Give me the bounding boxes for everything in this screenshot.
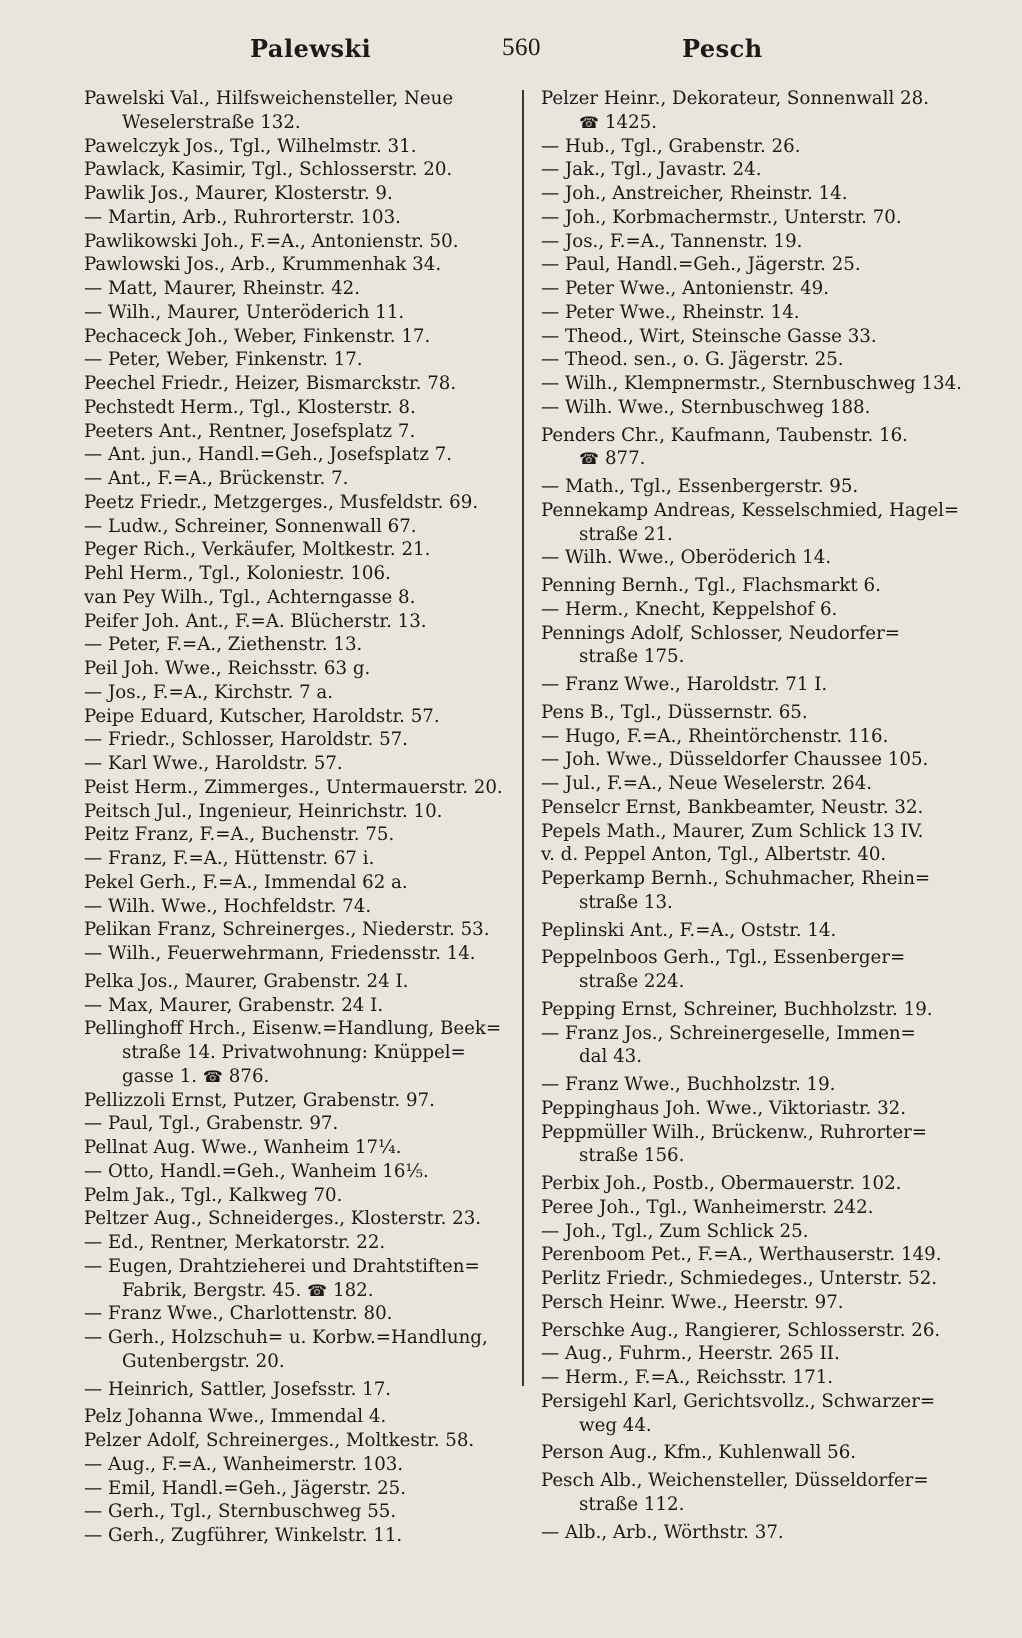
entry-text: Gutenbergstr. 20. [122,1350,285,1372]
entry-text: Fabrik, Bergstr. 45. [122,1279,302,1301]
entry-text: — Math., Tgl., Essenbergerstr. 95. [541,476,859,497]
directory-entry-line [84,515,514,539]
directory-entry-line [541,424,981,448]
directory-entry-line [84,111,514,135]
directory-entry-line [84,681,514,705]
entry-text: Perbix Joh., Postb., Obermauerstr. 102. [541,1173,902,1194]
entry-text: — Ant. jun., Handl.=Geh., Josefsplatz 7. [84,444,453,466]
directory-entry-line [84,325,514,349]
directory-entry-line [84,895,514,919]
directory-entry-line [541,1144,981,1168]
entry-text: Peeters Ant., Rentner, Josefsplatz 7. [84,420,416,442]
entry-text: straße 14. Privatwohnung: Knüppel= [122,1042,466,1063]
directory-entry-line [541,135,981,159]
directory-entry-line [541,253,981,277]
entry-text: Persch Heinr. Wwe., Heerstr. 97. [541,1291,844,1313]
entry-text: — Max, Maurer, Grabenstr. 24 I. [84,994,384,1016]
entry-text: Penning Bernh., Tgl., Flachsmarkt 6. [541,575,881,596]
entry-text: Peechel Friedr., Heizer, Bismarckstr. 78. [84,373,457,394]
directory-entry-line [84,1302,514,1326]
directory-entry-line [84,1378,514,1402]
directory-entry-line [84,87,514,111]
entry-text: Pens B., Tgl., Düssernstr. 65. [541,701,808,723]
directory-entry-line [541,230,981,254]
entry-text: Pelm Jak., Tgl., Kalkweg 70. [84,1184,343,1206]
entry-text: Perenboom Pet., F.=A., Werthauserstr. 149. [541,1244,942,1266]
directory-entry-line [84,1500,514,1524]
entry-text: — Joh., Korbmachermstr., Unterstr. 70. [541,206,902,228]
directory-entry-line [84,1279,514,1303]
directory-entry-line [84,633,514,657]
directory-entry-line [84,994,514,1018]
entry-text: Persigehl Karl, Gerichtsvollz., Schwarzer= [541,1390,936,1412]
entry-text: — Wilh., Feuerwehrmann, Friedensstr. 14. [84,943,476,964]
directory-entry-line [541,673,981,697]
entry-text: — Gerh., Tgl., Sternbuschweg 55. [84,1501,397,1523]
directory-entry-line [541,546,981,570]
directory-entry-line [541,158,981,182]
entry-text: — Peter Wwe., Rheinstr. 14. [541,301,800,323]
entry-text: Pelikan Franz, Schreinerges., Niederstr. 53. [84,919,490,941]
directory-entry-line [84,871,514,895]
directory-entry-line [541,1366,981,1390]
directory-entry-line [84,1405,514,1429]
directory-entry-line [84,1453,514,1477]
directory-entry-line [541,843,981,867]
directory-entry-line [84,206,514,230]
entry-text: gasse 1. [122,1065,198,1087]
directory-entry-line [84,800,514,824]
entry-text: — Franz, F.=A., Hüttenstr. 67 i. [84,848,375,869]
entry-text: Penselcr Ernst, Bankbeamter, Neustr. 32. [541,796,924,818]
directory-entry-line [84,467,514,491]
directory-entry-line [84,230,514,254]
entry-text: Pawelczyk Jos., Tgl., Wilhelmstr. 31. [84,135,417,157]
directory-entry-line [84,491,514,515]
entry-text: — Peter, Weber, Finkenstr. 17. [84,349,363,371]
directory-entry-line [84,705,514,729]
entry-text: Peetz Friedr., Metzgerges., Musfeldstr. 69. [84,491,479,513]
entry-text: — Wilh. Wwe., Hochfeldstr. 74. [84,895,372,917]
directory-entry-line [541,725,981,749]
directory-entry-line [84,847,514,871]
directory-entry-line [541,1243,981,1267]
entry-text: Perlitz Friedr., Schmiedeges., Unterstr. 52. [541,1268,938,1289]
entry-text: Pawlowski Jos., Arb., Krummenhak 34. [84,254,442,276]
entry-text: — Peter Wwe., Antonienstr. 49. [541,278,830,299]
directory-entry-line [541,523,981,547]
entry-text: — Jos., F.=A., Tannenstr. 19. [541,230,803,252]
entry-text: Pekel Gerh., F.=A., Immendal 62 a. [84,871,408,893]
directory-entry-line [541,1521,981,1545]
directory-entry-line [84,752,514,776]
directory-entry-line [541,396,981,420]
directory-entry-line [541,622,981,646]
entry-text: Pellizzoli Ernst, Putzer, Grabenstr. 97. [84,1089,435,1111]
directory-entry-line [84,372,514,396]
directory-entry-line [541,1022,981,1046]
directory-entry-line [541,1196,981,1220]
directory-entry-line [84,1207,514,1231]
directory-entry-line [541,182,981,206]
directory-entry-line [541,111,981,135]
entry-text: Pellnat Aug. Wwe., Wanheim 17¼. [84,1137,402,1158]
directory-entry-line [84,348,514,372]
entry-text: Pesch Alb., Weichensteller, Düsseldorfer= [541,1470,929,1491]
directory-entry-line [84,776,514,800]
directory-entry-line [541,325,981,349]
telephone-icon: ☎ [579,449,599,469]
entry-text: Pawelski Val., Hilfsweichensteller, Neue [84,88,454,109]
directory-entry-line [541,970,981,994]
directory-entry-line [541,1172,981,1196]
entry-text: v. d. Peppel Anton, Tgl., Albertstr. 40. [541,844,887,866]
directory-entry-line [84,420,514,444]
directory-entry-line [541,1342,981,1366]
directory-entry-line [541,1441,981,1465]
entry-text: Pennekamp Andreas, Kesselschmied, Hagel= [541,499,960,521]
directory-entry-line [541,1097,981,1121]
entry-text: — Wilh., Klempnermstr., Sternbuschweg 134. [541,373,962,394]
directory-entry-line [84,1160,514,1184]
directory-entry-line [84,586,514,610]
directory-entry-line [541,206,981,230]
directory-entry-line [541,867,981,891]
directory-entry-line [84,823,514,847]
directory-entry-line [84,182,514,206]
entry-text: van Pey Wilh., Tgl., Achterngasse 8. [84,586,416,608]
header-right-keyword: Pesch [682,34,763,63]
directory-entry-line [84,610,514,634]
telephone-icon: ☎ [579,112,599,132]
directory-entry-line [84,1089,514,1113]
phone-number: 1425. [604,111,658,133]
directory-entry-line [84,1231,514,1255]
directory-entry-line [541,1220,981,1244]
directory-entry-line [84,918,514,942]
entry-text: — Franz Wwe., Buchholzstr. 19. [541,1074,836,1095]
entry-text: Person Aug., Kfm., Kuhlenwall 56. [541,1442,857,1464]
entry-text: Pechaceck Joh., Weber, Finkenstr. 17. [84,325,431,347]
directory-entry-line [84,942,514,966]
directory-entry-line [541,820,981,844]
entry-text: — Herm., F.=A., Reichsstr. 171. [541,1367,834,1388]
entry-text: Pawlik Jos., Maurer, Klosterstr. 9. [84,183,393,204]
directory-entry-line [541,701,981,725]
directory-entry-line [84,396,514,420]
entry-text: straße 175. [579,646,685,668]
directory-entry-line [84,657,514,681]
phone-number: 877. [604,448,646,470]
entry-text: — Jos., F.=A., Kirchstr. 7 a. [84,681,334,703]
entry-text: Peppinghaus Joh. Wwe., Viktoriastr. 32. [541,1097,906,1119]
directory-entry-line [541,87,981,111]
entry-text: Pelz Johanna Wwe., Immendal 4. [84,1406,387,1428]
entry-text: — Wilh. Wwe., Sternbuschweg 188. [541,396,871,418]
directory-entry-line [541,499,981,523]
directory-entry-line [84,443,514,467]
directory-entry-line [84,1184,514,1208]
entry-text: dal 43. [579,1046,643,1068]
entry-text: — Jak., Tgl., Javastr. 24. [541,159,762,181]
directory-entry-line [541,796,981,820]
directory-entry-line [541,372,981,396]
directory-entry-line [541,1267,981,1291]
directory-entry-line [541,348,981,372]
entry-text: — Ant., F.=A., Brückenstr. 7. [84,468,349,489]
entry-text: — Hugo, F.=A., Rheintörchenstr. 116. [541,725,889,747]
entry-text: straße 224. [579,971,685,992]
left-column [84,87,514,1548]
entry-text: — Gerh., Holzschuh= u. Korbw.=Handlung, [84,1327,488,1348]
directory-entry-line [541,772,981,796]
column-divider [522,90,524,1386]
directory-entry-line [541,1045,981,1069]
entry-text: — Joh., Tgl., Zum Schlick 25. [541,1220,809,1242]
entry-text: straße 21. [579,523,673,545]
entry-text: Pepping Ernst, Schreiner, Buchholzstr. 19. [541,998,933,1020]
entry-text: Penders Chr., Kaufmann, Taubenstr. 16. [541,424,908,446]
directory-entry-line [541,946,981,970]
directory-entry-line [84,277,514,301]
entry-text: Peppelnboos Gerh., Tgl., Essenberger= [541,947,906,969]
directory-entry-line [84,1429,514,1453]
entry-text: — Ludw., Schreiner, Sonnenwall 67. [84,515,417,537]
entry-text: straße 156. [579,1145,685,1167]
directory-entry-line [541,891,981,915]
directory-entry-line [84,1524,514,1548]
entry-text: Peil Joh. Wwe., Reichsstr. 63 g. [84,658,371,679]
entry-text: — Franz Wwe., Charlottenstr. 80. [84,1303,393,1325]
entry-text: — Paul, Handl.=Geh., Jägerstr. 25. [541,254,861,276]
directory-entry-line [84,1112,514,1136]
directory-entry-line [84,562,514,586]
telephone-icon: ☎ [307,1280,327,1300]
entry-text: — Alb., Arb., Wörthstr. 37. [541,1521,784,1543]
entry-text: Peplinski Ant., F.=A., Oststr. 14. [541,919,837,941]
directory-entry-line [541,598,981,622]
directory-entry-line [541,1414,981,1438]
entry-text: — Otto, Handl.=Geh., Wanheim 16⅕. [84,1160,429,1182]
entry-text: — Aug., Fuhrm., Heerstr. 265 II. [541,1343,840,1365]
entry-text: Pawlikowski Joh., F.=A., Antonienstr. 50. [84,230,459,252]
phone-number: 876. [228,1065,270,1087]
entry-text: — Heinrich, Sattler, Josefsstr. 17. [84,1378,392,1400]
entry-text: — Joh. Wwe., Düsseldorfer Chaussee 105. [541,749,929,771]
entry-text: Peifer Joh. Ant., F.=A. Blücherstr. 13. [84,610,427,632]
directory-entry-line [84,1350,514,1374]
entry-text: Peitsch Jul., Ingenieur, Heinrichstr. 10. [84,800,443,822]
entry-text: — Friedr., Schlosser, Haroldstr. 57. [84,729,408,751]
directory-entry-line [84,135,514,159]
entry-text: Peipe Eduard, Kutscher, Haroldstr. 57. [84,705,440,727]
directory-entry-line [541,1493,981,1517]
directory-entry-line [84,1041,514,1065]
entry-text: Pehl Herm., Tgl., Koloniestr. 106. [84,563,391,584]
directory-entry-line [84,1065,514,1089]
directory-entry-line [541,447,981,471]
directory-entry-line [84,728,514,752]
entry-text: — Aug., F.=A., Wanheimerstr. 103. [84,1453,404,1475]
directory-entry-line [541,277,981,301]
directory-entry-line [84,970,514,994]
entry-text: Pelzer Heinr., Dekorateur, Sonnenwall 28. [541,88,929,109]
entry-text: Pellinghoff Hrch., Eisenw.=Handlung, Beek= [84,1018,502,1040]
entry-text: — Herm., Knecht, Keppelshof 6. [541,598,838,620]
page-number: 560 [502,34,541,61]
entry-text: — Ed., Rentner, Merkatorstr. 22. [84,1232,386,1253]
directory-entry-line [84,1255,514,1279]
directory-entry-line [84,1477,514,1501]
directory-entry-line [541,645,981,669]
directory-entry-line [84,1017,514,1041]
entry-text: straße 112. [579,1493,685,1515]
right-column [541,87,981,1544]
directory-entry-line [541,919,981,943]
directory-entry-line [84,253,514,277]
directory-entry-line [84,538,514,562]
directory-entry-line [541,1390,981,1414]
entry-text: Peppmüller Wilh., Brückenw., Ruhrorter= [541,1121,928,1143]
entry-text: Peltzer Aug., Schneiderges., Klosterstr. 23. [84,1208,482,1230]
directory-entry-line [541,998,981,1022]
entry-text: weg 44. [579,1414,652,1436]
entry-text: — Jul., F.=A., Neue Weselerstr. 264. [541,773,873,794]
directory-entry-line [541,748,981,772]
entry-text: — Karl Wwe., Haroldstr. 57. [84,753,343,774]
entry-text: — Martin, Arb., Ruhrorterstr. 103. [84,206,401,228]
entry-text: Weselerstraße 132. [122,111,301,133]
directory-entry-line [541,301,981,325]
directory-entry-line [84,1326,514,1350]
entry-text: — Franz Wwe., Haroldstr. 71 I. [541,674,828,695]
telephone-icon: ☎ [202,1066,223,1086]
directory-entry-line [541,1121,981,1145]
header-left-keyword: Palewski [250,34,372,63]
entry-text: — Wilh., Maurer, Unteröderich 11. [84,301,405,323]
entry-text: — Matt, Maurer, Rheinstr. 42. [84,278,361,299]
directory-entry-line [541,475,981,499]
entry-text: Peist Herm., Zimmerges., Untermauerstr. 20. [84,776,503,798]
entry-text: Pennings Adolf, Schlosser, Neudorfer= [541,622,901,644]
entry-text: Peperkamp Bernh., Schuhmacher, Rhein= [541,868,931,889]
directory-entry-line [541,1073,981,1097]
entry-text: — Joh., Anstreicher, Rheinstr. 14. [541,183,848,204]
entry-text: — Gerh., Zugführer, Winkelstr. 11. [84,1525,403,1546]
entry-text: — Franz Jos., Schreinergeselle, Immen= [541,1022,916,1044]
entry-text: — Peter, F.=A., Ziethenstr. 13. [84,634,363,656]
entry-text: — Paul, Tgl., Grabenstr. 97. [84,1113,339,1135]
directory-entry-line [541,1319,981,1343]
entry-text: — Eugen, Drahtzieherei und Drahtstiften= [84,1255,480,1277]
entry-text: Peitz Franz, F.=A., Buchenstr. 75. [84,824,395,846]
directory-entry-line [541,574,981,598]
entry-text: Perschke Aug., Rangierer, Schlosserstr. 26. [541,1319,941,1341]
entry-text: Pechstedt Herm., Tgl., Klosterstr. 8. [84,396,416,418]
directory-entry-line [84,1136,514,1160]
entry-text: — Hub., Tgl., Grabenstr. 26. [541,135,801,157]
directory-entry-line [541,1469,981,1493]
phone-number: 182. [333,1279,374,1301]
entry-text: straße 13. [579,891,673,913]
directory-entry-line [541,1291,981,1315]
directory-entry-line [84,301,514,325]
entry-text: — Emil, Handl.=Geh., Jägerstr. 25. [84,1477,406,1499]
entry-text: — Theod. sen., o. G. Jägerstr. 25. [541,349,844,371]
entry-text: Peree Joh., Tgl., Wanheimerstr. 242. [541,1196,874,1218]
entry-text: — Theod., Wirt, Steinsche Gasse 33. [541,325,877,347]
entry-text: Peger Rich., Verkäufer, Moltkestr. 21. [84,539,431,561]
directory-entry-line [84,158,514,182]
entry-text: Pawlack, Kasimir, Tgl., Schlosserstr. 20. [84,159,453,181]
entry-text: Pelka Jos., Maurer, Grabenstr. 24 I. [84,970,409,992]
entry-text: Pelzer Adolf, Schreinerges., Moltkestr. 58. [84,1430,475,1451]
entry-text: Pepels Math., Maurer, Zum Schlick 13 IV. [541,820,924,842]
entry-text: — Wilh. Wwe., Oberöderich 14. [541,547,832,569]
